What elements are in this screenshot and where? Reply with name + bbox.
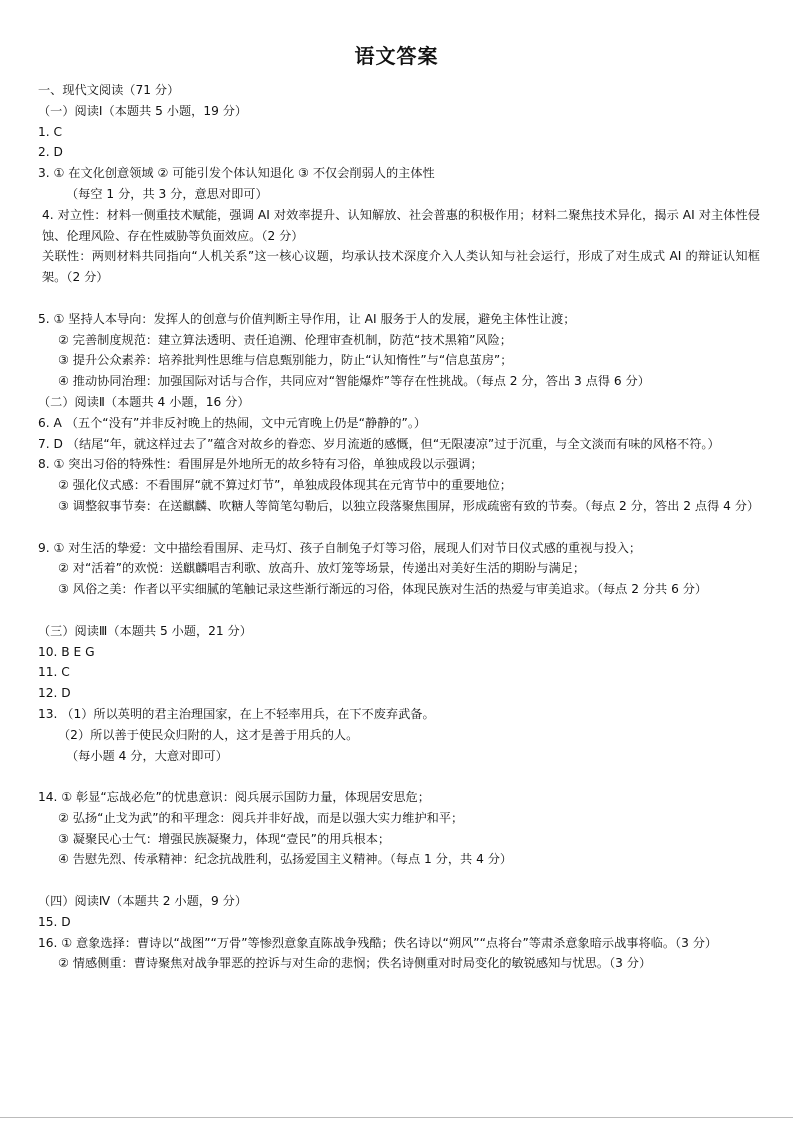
subsection-heading: （二）阅读Ⅱ（本题共 4 小题，16 分） bbox=[38, 394, 250, 409]
answer-line: 3. ① 在文化创意领域 ② 可能引发个体认知退化 ③ 不仅会削弱人的主体性 bbox=[38, 166, 435, 181]
answer-line: 8. ① 突出习俗的特殊性：看围屏是外地所无的故乡特有习俗，单独成段以示强调； bbox=[38, 457, 483, 472]
answer-line: ④ 推动协同治理：加强国际对话与合作，共同应对“智能爆炸”等存在性挑战。（每点 2 分，答出 3 点得 6 分） bbox=[58, 374, 650, 389]
spacer bbox=[38, 766, 760, 787]
spacer bbox=[38, 870, 760, 891]
scoring-note: （每小题 4 分，大意对即可） bbox=[66, 748, 228, 763]
answer-line: ③ 提升公众素养：培养批判性思维与信息甄别能力，防止“认知惰性”与“信息茧房”； bbox=[58, 353, 513, 368]
page-title: 语文答案 bbox=[354, 44, 439, 68]
answer-line: 13. （1）所以英明的君主治理国家，在上不轻率用兵，在下不废弃武备。 bbox=[38, 706, 435, 721]
subsection-heading: （一）阅读Ⅰ（本题共 5 小题，19 分） bbox=[38, 103, 248, 118]
spacer bbox=[38, 288, 760, 309]
answer-line: ② 强化仪式感：不看围屏“就不算过灯节”，单独成段体现其在元宵节中的重要地位； bbox=[58, 478, 512, 493]
answer-paragraph: 16. ① 意象选择：曹诗以“战图”“万骨”等惨烈意象直陈战争残酷；佚名诗以“朔风”“点将台”等肃杀意象暗示战事将临。（3 分） bbox=[38, 935, 718, 950]
answer-line: ② 情感侧重：曹诗聚焦对战争罪恶的控诉与对生命的悲悯；佚名诗侧重对时局变化的敏锐感知与忧思。（3 分） bbox=[58, 956, 652, 971]
answer-line: 12. D bbox=[38, 686, 71, 701]
answer-line: ③ 凝聚民心士气：增强民族凝聚力，体现“壹民”的用兵根本； bbox=[58, 831, 391, 846]
answer-line: ② 对“活着”的欢悦：送麒麟唱吉利歌、放高升、放灯笼等场景，传递出对美好生活的期盼与满足； bbox=[58, 561, 586, 576]
answer-line: 10. B E G bbox=[38, 644, 95, 659]
answer-line: ② 完善制度规范：建立算法透明、责任追溯、伦理审查机制，防范“技术黑箱”风险； bbox=[58, 332, 512, 347]
section-heading: 一、现代文阅读（71 分） bbox=[38, 83, 180, 97]
answer-line: 15. D bbox=[38, 914, 71, 929]
answer-line: 2. D bbox=[38, 145, 63, 160]
answer-body bbox=[38, 80, 760, 974]
answer-line: 1. C bbox=[38, 124, 63, 139]
spacer bbox=[38, 600, 760, 621]
answer-line: 6. A （五个“没有”并非反衬晚上的热闹，文中元宵晚上仍是“静静的”。） bbox=[38, 415, 427, 430]
answer-line: 9. ① 对生活的挚爱：文中描绘看围屏、走马灯、孩子自制兔子灯等习俗，展现人们对节日仪式感的重视与投入； bbox=[38, 540, 642, 555]
answer-line: 5. ① 坚持人本导向：发挥人的创意与价值判断主导作用，让 AI 服务于人的发展，避免主体性让渡； bbox=[38, 311, 576, 326]
spacer bbox=[38, 517, 760, 538]
answer-line: ② 弘扬“止戈为武”的和平理念：阅兵并非好战，而是以强大实力维护和平； bbox=[58, 810, 464, 825]
answer-line: 14. ① 彰显“忘战必危”的忧患意识：阅兵展示国防力量，体现居安思危； bbox=[38, 790, 430, 805]
answer-paragraph: ③ 调整叙事节奏：在送麒麟、吹糖人等简笔勾勒后，以独立段落聚焦围屏，形成疏密有致的节奏。（每点 2 分，答出 2 点得 4 分） bbox=[58, 498, 760, 513]
subsection-heading: （三）阅读Ⅲ（本题共 5 小题，21 分） bbox=[38, 623, 252, 638]
scoring-note: （每空 1 分，共 3 分，意思对即可） bbox=[66, 186, 268, 201]
answer-line: 11. C bbox=[38, 665, 70, 680]
answer-paragraph: 7. D （结尾“年，就这样过去了”蕴含对故乡的眷恋、岁月流逝的感慨，但“无限凄凉”过于沉重，与全文淡而有味的风格不符。） bbox=[38, 436, 720, 451]
answer-paragraph: ③ 风俗之美：作者以平实细腻的笔触记录这些渐行渐远的习俗，体现民族对生活的热爱与审美追求。（每点 2 分共 6 分） bbox=[58, 582, 708, 597]
answer-paragraph: 关联性：两则材料共同指向“人机关系”这一核心议题，均承认技术深度介入人类认知与社会运行，形成了对生成式 AI 的辩证认知框架。（2 分） bbox=[42, 249, 760, 285]
answer-line: （2）所以善于使民众归附的人，这才是善于用兵的人。 bbox=[58, 727, 359, 742]
answer-line: ④ 告慰先烈、传承精神：纪念抗战胜利，弘扬爱国主义精神。（每点 1 分，共 4 分） bbox=[58, 852, 513, 867]
subsection-heading: （四）阅读Ⅳ（本题共 2 小题，9 分） bbox=[38, 894, 248, 909]
page-bottom-divider bbox=[0, 1117, 793, 1118]
answer-paragraph: 4. 对立性：材料一侧重技术赋能，强调 AI 对效率提升、认知解放、社会普惠的积极作用；材料二聚焦技术异化，揭示 AI 对主体性侵蚀、伦理风险、存在性威胁等负面效应。（2 分） bbox=[42, 207, 760, 243]
